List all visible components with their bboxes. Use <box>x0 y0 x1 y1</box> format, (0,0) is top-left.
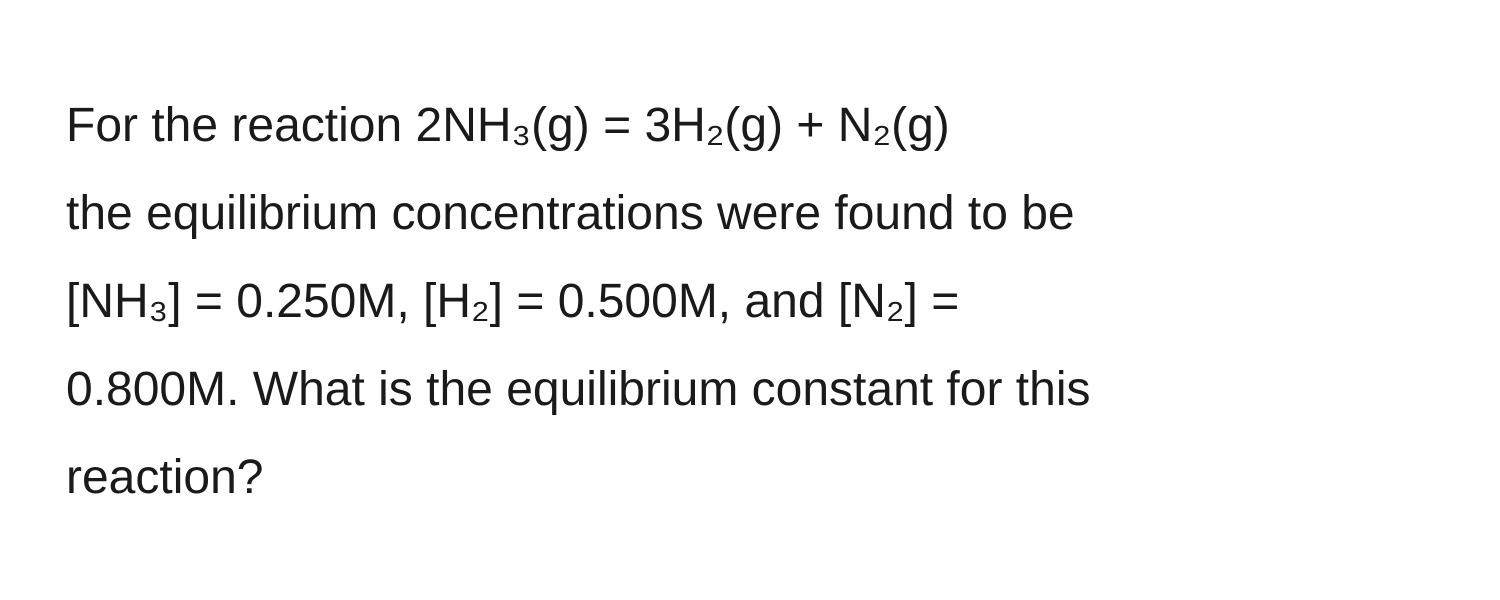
question-text <box>66 82 1466 522</box>
question-line-ask: 0.800M. What is the equilibrium constant for this <box>66 363 1091 416</box>
question-line-reaction: For the reaction 2NH₃(g) = 3H₂(g) + N₂(g) <box>66 99 950 152</box>
question-line-intro: the equilibrium concentrations were found to be <box>66 187 1075 240</box>
question-line-concentrations: [NH₃] = 0.250M, [H₂] = 0.500M, and [N₂] = <box>66 275 960 328</box>
question-line-end: reaction? <box>66 451 264 504</box>
